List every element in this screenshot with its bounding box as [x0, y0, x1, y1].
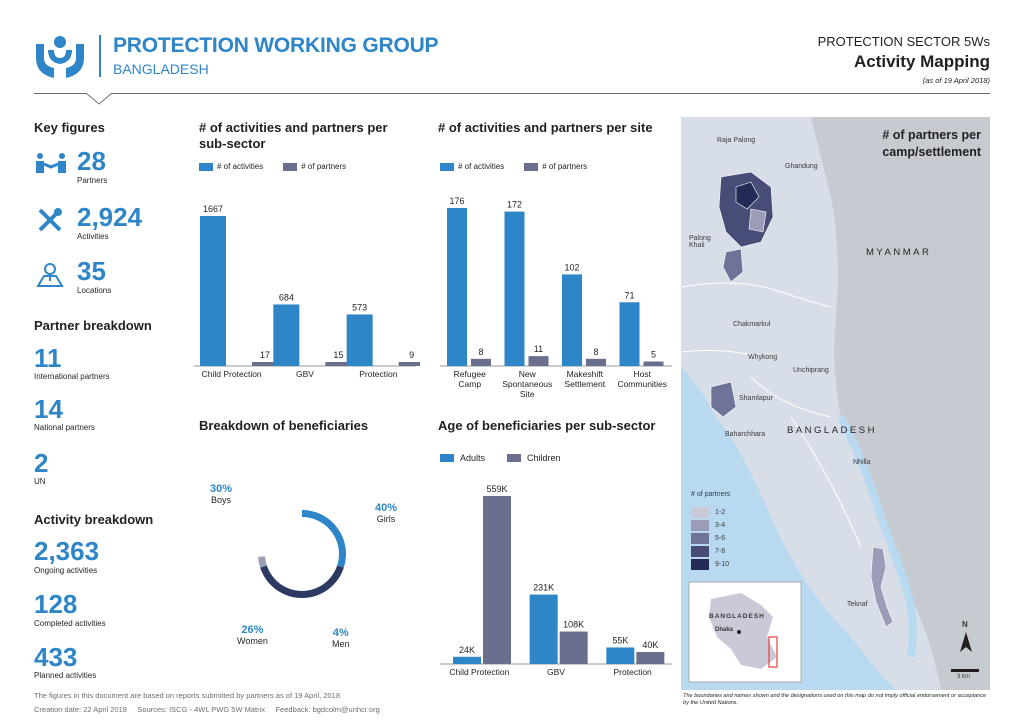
people-icon [35, 152, 67, 174]
legend-swatch-activities [440, 163, 454, 171]
footer-meta: Creation date: 22 April 2018 Sources: ISCG - 4WL PWG 5W Matrix Feedback: bgdcolm@unhcr.org [34, 705, 380, 714]
category-label: Child Protection [201, 369, 262, 379]
pie-hole [265, 517, 339, 591]
data-label: 559K [486, 484, 508, 494]
label-ghandung: Ghandung [785, 163, 818, 170]
bar [636, 652, 664, 664]
bar [586, 359, 606, 366]
legend-swatch [691, 520, 709, 531]
myanmar-area [811, 117, 990, 690]
bar [529, 356, 549, 366]
pie-pct: 30% [210, 483, 233, 495]
bar [560, 632, 588, 664]
pie-lab: Girls [376, 514, 396, 524]
partner-breakdown-title: Partner breakdown [34, 318, 152, 333]
chart2-title: # of activities and partners per site [438, 120, 653, 135]
pie-lab: Men [332, 639, 350, 649]
header-divider [34, 93, 990, 94]
legend-label: # of activities [458, 162, 505, 171]
chart4-title: Age of beneficiaries per sub-sector [438, 418, 656, 433]
data-label: 8 [478, 346, 484, 357]
label-chakmarkul: Chakmarkul [733, 321, 771, 328]
chart1-svg [190, 190, 420, 390]
pwg-logo-icon [34, 34, 86, 80]
bar [562, 274, 582, 366]
data-label: 40K [642, 639, 659, 650]
label-teknaf: Teknaf [847, 601, 868, 608]
bar [530, 595, 558, 664]
kf-activities-label: Activities [77, 232, 109, 241]
camp-cluster-kutupalong[interactable] [719, 172, 773, 247]
label-shamlapur: Shamlapur [739, 395, 773, 402]
label-baharchhara: Baharchhara [725, 431, 766, 438]
map-disclaimer: The boundaries and names shown and the designations used on this map do not imply official endorsement or acceptance by the United Nations. [683, 693, 987, 706]
data-label: 5 [650, 349, 657, 360]
legend-row [691, 546, 729, 557]
pie-pct: 40% [375, 502, 398, 514]
data-label: 8 [593, 346, 599, 357]
kf-activities-value: 2,924 [77, 202, 143, 232]
data-label: 17 [259, 350, 271, 360]
beneficiaries-pie [256, 508, 348, 600]
category-label: Makeshift [566, 369, 603, 379]
pie-label-men [332, 627, 350, 649]
report-title: Activity Mapping [853, 52, 990, 71]
bar [471, 359, 491, 366]
legend-swatch [691, 559, 709, 570]
legend-label: Children [527, 453, 561, 463]
data-label: 176 [449, 196, 465, 206]
data-label: 71 [624, 290, 635, 301]
kf-locations-value: 35 [77, 256, 106, 286]
inset-city-label: Dhaka [715, 627, 734, 633]
legend-row [691, 533, 729, 544]
legend-row [691, 559, 729, 570]
pie-lab: Women [237, 636, 268, 646]
planned-label: Planned activities [34, 671, 97, 680]
legend-swatch-partners [283, 163, 297, 171]
un-partners-label: UN [34, 477, 46, 486]
report-series: PROTECTION SECTOR 5Ws [817, 34, 990, 49]
data-label: 231K [533, 582, 555, 593]
kf-locations-label: Locations [77, 286, 112, 295]
data-label: 108K [563, 619, 585, 630]
planned-value: 433 [34, 642, 78, 672]
category-label: Host [633, 369, 651, 379]
intl-partners-value: 11 [34, 343, 62, 373]
pie-lab: Boys [211, 495, 232, 505]
bar [644, 362, 664, 366]
camp-polygon[interactable] [723, 249, 743, 282]
ongoing-label: Ongoing activities [34, 566, 98, 575]
logo-divider [99, 35, 101, 77]
legend-row [691, 520, 729, 531]
legend-swatch-partners [524, 163, 538, 171]
bar [347, 314, 373, 366]
kf-partners-value: 28 [77, 146, 106, 176]
category-label: GBV [547, 667, 565, 677]
data-label: 684 [278, 292, 294, 303]
legend-swatch [691, 546, 709, 557]
footer-note: The figures in this document are based on reports submitted by partners as of 19 April, 2018 [34, 691, 341, 700]
bar [273, 304, 299, 366]
legend-label: 9-10 [715, 561, 730, 568]
category-label: GBV [296, 369, 314, 379]
pie-label-girls [375, 502, 397, 524]
pie-title: Breakdown of beneficiaries [199, 418, 369, 433]
chart2-svg [436, 190, 676, 402]
report-date: (as of 19 April 2018) [922, 76, 990, 85]
legend-label: 1-2 [715, 509, 726, 516]
category-label: Child Protection [449, 667, 510, 677]
data-label: 55K [612, 635, 629, 646]
completed-value: 128 [34, 589, 78, 619]
map-pin-icon [36, 262, 64, 288]
data-label: 9 [409, 350, 415, 360]
bar [620, 302, 640, 366]
natl-partners-value: 14 [34, 394, 63, 424]
category-label: Communities [617, 379, 668, 389]
category-label: Camp [458, 379, 482, 389]
category-label: Protection [613, 667, 652, 677]
camp-polygon[interactable] [749, 209, 766, 232]
chart4-svg [436, 480, 676, 682]
legend-label: 3-4 [715, 522, 726, 529]
label-raja-palong: Raja Palong [717, 137, 756, 144]
category-label: Site [519, 389, 535, 399]
chart4-legend [440, 453, 561, 463]
activity-breakdown-title: Activity breakdown [34, 512, 154, 527]
inset-country-label: BANGLADESH [709, 613, 765, 620]
camp-shamlapur[interactable] [711, 382, 736, 417]
data-label: 11 [533, 344, 544, 355]
legend-label: 7-8 [715, 548, 726, 555]
pie-label-women [237, 624, 268, 646]
kf-partners-label: Partners [77, 176, 108, 185]
label-myanmar: MYANMAR [866, 247, 932, 258]
label-bangladesh: BANGLADESH [787, 425, 877, 436]
label-unchiprang: Unchiprang [793, 367, 829, 374]
map-title: # of partners per camp/settlement [882, 128, 981, 159]
data-label: 15 [333, 350, 344, 360]
header-notch [86, 93, 112, 105]
label-whykong: Whykong [748, 354, 778, 361]
map-legend-title: # of partners [691, 491, 731, 498]
label-palong-khali: Palong Khali [689, 235, 711, 249]
legend-label: 5-6 [715, 535, 726, 542]
ongoing-value: 2,363 [34, 536, 100, 566]
category-label: Spontaneous [502, 379, 553, 389]
pie-label-boys [210, 483, 232, 505]
natl-partners-label: National partners [34, 423, 95, 432]
legend-row [691, 507, 729, 518]
bar [483, 496, 511, 664]
org-subtitle: BANGLADESH [113, 61, 209, 77]
data-label: 1667 [202, 204, 224, 214]
category-label: Refugee [453, 369, 486, 379]
legend-swatch-activities [199, 163, 213, 171]
legend-swatch-children [507, 454, 521, 462]
chart2-legend [440, 162, 587, 171]
bar [447, 208, 467, 366]
chart1-legend [199, 162, 346, 171]
key-figures-title: Key figures [34, 120, 105, 135]
north-label: N [962, 620, 968, 629]
legend-label: # of partners [542, 162, 588, 171]
legend-label: # of partners [301, 162, 347, 171]
pie-pct: 4% [332, 627, 349, 639]
camp-teknaf[interactable] [871, 547, 893, 627]
label-nhilla: Nhilla [853, 459, 871, 466]
tools-icon [36, 206, 64, 234]
bar [200, 216, 226, 366]
legend-swatch-adults [440, 454, 454, 462]
bar [399, 362, 420, 366]
data-label: 172 [506, 199, 523, 210]
pie-pct: 26% [241, 624, 264, 636]
chart1-title: # of activities and partners per sub-sector [199, 120, 388, 151]
org-title: PROTECTION WORKING GROUP [113, 34, 439, 57]
bar [606, 647, 634, 664]
data-label: 573 [352, 302, 368, 313]
bar [453, 657, 481, 664]
legend-swatch [691, 507, 709, 518]
category-label: Settlement [564, 379, 606, 389]
un-partners-value: 2 [34, 448, 49, 478]
legend-swatch [691, 533, 709, 544]
map-panel[interactable] [681, 117, 990, 690]
legend-label: Adults [460, 453, 486, 463]
category-label: New [518, 369, 536, 379]
data-label: 102 [564, 262, 580, 273]
map-svg [681, 117, 990, 690]
data-label: 24K [458, 644, 476, 655]
map-legend [691, 507, 729, 570]
completed-label: Completed activities [34, 619, 106, 628]
bar [505, 212, 525, 366]
legend-label: # of activities [217, 162, 264, 171]
intl-partners-label: International partners [34, 372, 110, 381]
scale-label: 3 km [957, 674, 971, 680]
category-label: Protection [359, 369, 398, 379]
scale-bar [951, 669, 979, 672]
